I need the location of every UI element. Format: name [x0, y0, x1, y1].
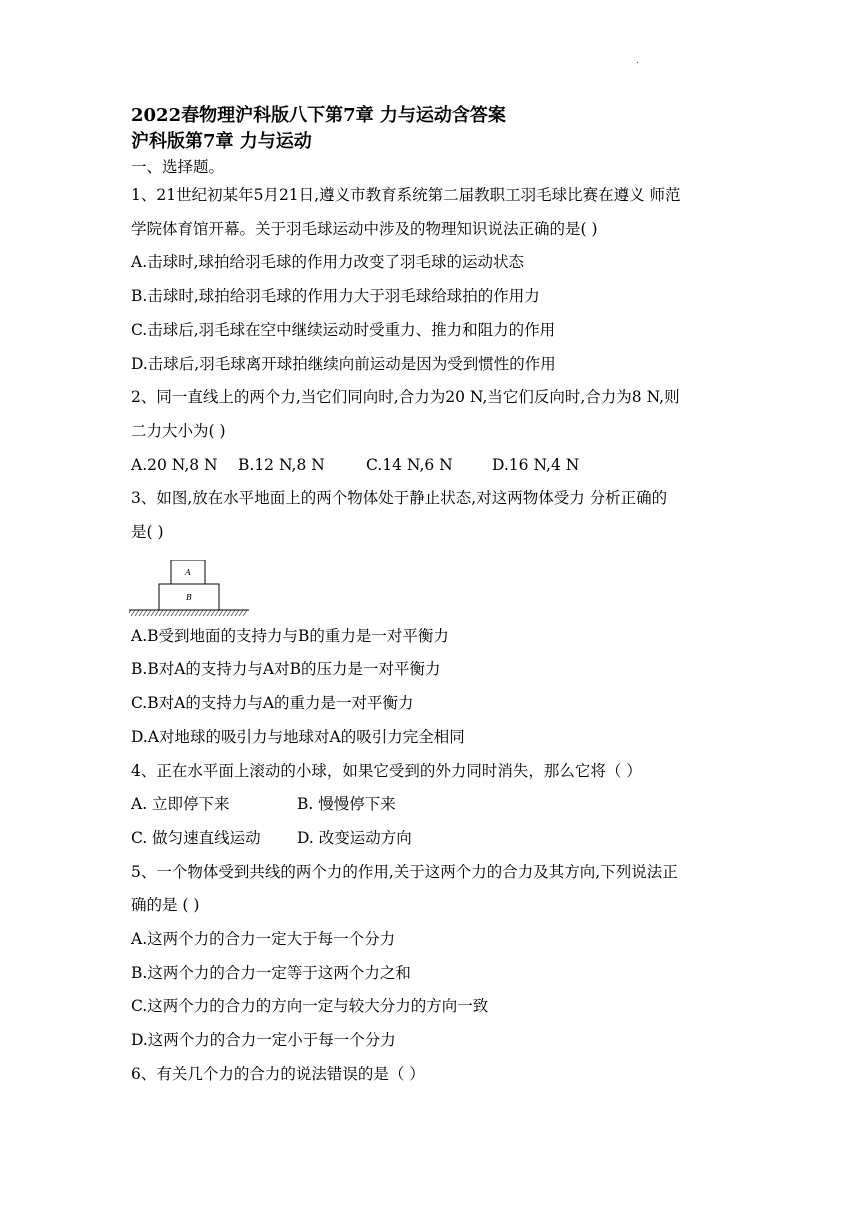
question-4-options-row-2 [131, 822, 733, 856]
question-3-option-c: C.B对A的支持力与A的重力是一对平衡力 [131, 694, 414, 713]
blocks-figure [131, 550, 733, 620]
question-4-options-row-1 [131, 788, 733, 822]
section-heading: 一、选择题。 [131, 158, 225, 176]
question-1-option-a: A.击球时,球拍给羽毛球的作用力改变了羽毛球的运动状态 [131, 253, 525, 272]
stacked-blocks-diagram [129, 560, 253, 618]
question-2-option-c: C.14 N,6 N [366, 455, 453, 474]
hatch-stroke [151, 610, 155, 616]
question-3-option-b: B.B对A的支持力与A对B的压力是一对平衡力 [131, 660, 441, 679]
question-3 [131, 482, 733, 754]
hatch-stroke [179, 610, 183, 616]
hatch-stroke [159, 610, 163, 616]
hatch-stroke [175, 610, 179, 616]
question-1-option-c: C.击球后,羽毛球在空中继续运动时受重力、推力和阻力的作用 [131, 320, 556, 339]
question-3-option-a: A.B受到地面的支持力与B的重力是一对平衡力 [131, 626, 449, 645]
question-3-stem-line-2: 是( ) [131, 523, 164, 542]
hatch-stroke [195, 610, 199, 616]
question-5-stem-line-2: 确的是 ( ) [131, 896, 200, 915]
hatch-stroke [211, 610, 215, 616]
question-5 [131, 856, 733, 1058]
question-5-stem-line-1: 5、一个物体受到共线的两个力的作用,关于这两个力的合力及其方向,下列说法正 [131, 862, 678, 881]
hatch-stroke [215, 610, 219, 616]
hatch-stroke [191, 610, 195, 616]
document-content [131, 103, 733, 1092]
question-4-option-a: A. 立即停下来 [131, 795, 230, 814]
block-b-label: B [186, 592, 192, 602]
hatch-stroke [243, 610, 247, 616]
question-5-option-b: B.这两个力的合力一定等于这两个力之和 [131, 963, 411, 982]
question-1-option-d: D.击球后,羽毛球离开球拍继续向前运动是因为受到惯性的作用 [131, 354, 556, 373]
question-1-stem-line-2: 学院体育馆开幕。关于羽毛球运动中涉及的物理知识说法正确的是( ) [131, 219, 598, 238]
hatch-stroke [183, 610, 187, 616]
hatch-stroke [235, 610, 239, 616]
hatch-stroke [203, 610, 207, 616]
hatch-stroke [129, 610, 131, 616]
block-a-label: A [185, 567, 191, 577]
hatch-stroke [147, 610, 151, 616]
hatch-stroke [199, 610, 203, 616]
chapter-title: 沪科版第7章 力与运动 [131, 131, 312, 152]
question-4-stem: 4、正在水平面上滚动的小球，如果它受到的外力同时消失，那么它将（ ） [131, 761, 642, 780]
ground-hatching [129, 610, 247, 616]
hatch-stroke [227, 610, 231, 616]
hatch-stroke [207, 610, 211, 616]
hatch-stroke [239, 610, 243, 616]
hatch-stroke [143, 610, 147, 616]
hatch-stroke [231, 610, 235, 616]
hatch-stroke [131, 610, 135, 616]
question-5-option-c: C.这两个力的合力的方向一定与较大分力的方向一致 [131, 997, 489, 1016]
hatch-stroke [139, 610, 143, 616]
hatch-stroke [167, 610, 171, 616]
question-2-option-b: B.12 N,8 N [238, 455, 325, 474]
hatch-stroke [163, 610, 167, 616]
question-6-stem: 6、有关几个力的合力的说法错误的是（ ） [131, 1064, 425, 1083]
question-1-stem-line-1: 1、21世纪初某年5月21日,遵义市教育系统第二届教职工羽毛球比赛在遵义 师范 [131, 186, 681, 204]
document-title: 2022春物理沪科版八下第7章 力与运动含答案 [131, 105, 506, 126]
header-mark: · [636, 58, 640, 69]
question-2-options [131, 449, 733, 483]
question-6 [131, 1058, 733, 1092]
hatch-stroke [135, 610, 139, 616]
question-3-stem-line-1: 3、如图,放在水平地面上的两个物体处于静止状态,对这两物体受力 分析正确的 [131, 489, 668, 508]
question-4-option-c: C. 做匀速直线运动 [131, 828, 261, 847]
question-2-option-d: D.16 N,4 N [492, 455, 580, 474]
question-2 [131, 381, 733, 482]
question-5-option-d: D.这两个力的合力一定小于每一个分力 [131, 1031, 396, 1050]
question-5-option-a: A.这两个力的合力一定大于每一个分力 [131, 930, 396, 949]
hatch-stroke [187, 610, 191, 616]
hatch-stroke [155, 610, 159, 616]
question-1-option-b: B.击球时,球拍给羽毛球的作用力大于羽毛球给球拍的作用力 [131, 287, 540, 306]
question-3-option-d: D.A对地球的吸引力与地球对A的吸引力完全相同 [131, 727, 465, 746]
question-4-option-b: B. 慢慢停下来 [297, 795, 396, 814]
hatch-stroke [219, 610, 223, 616]
question-4-option-d: D. 改变运动方向 [297, 828, 412, 847]
question-2-stem-line-1: 2、同一直线上的两个力,当它们同向时,合力为20 N,当它们反向时,合力为8 N,则 [131, 388, 680, 407]
hatch-stroke [171, 610, 175, 616]
question-2-stem-line-2: 二力大小为( ) [131, 421, 226, 440]
question-1 [131, 179, 733, 381]
question-2-option-a: A.20 N,8 N [131, 455, 218, 474]
question-4 [131, 755, 733, 856]
hatch-stroke [223, 610, 227, 616]
